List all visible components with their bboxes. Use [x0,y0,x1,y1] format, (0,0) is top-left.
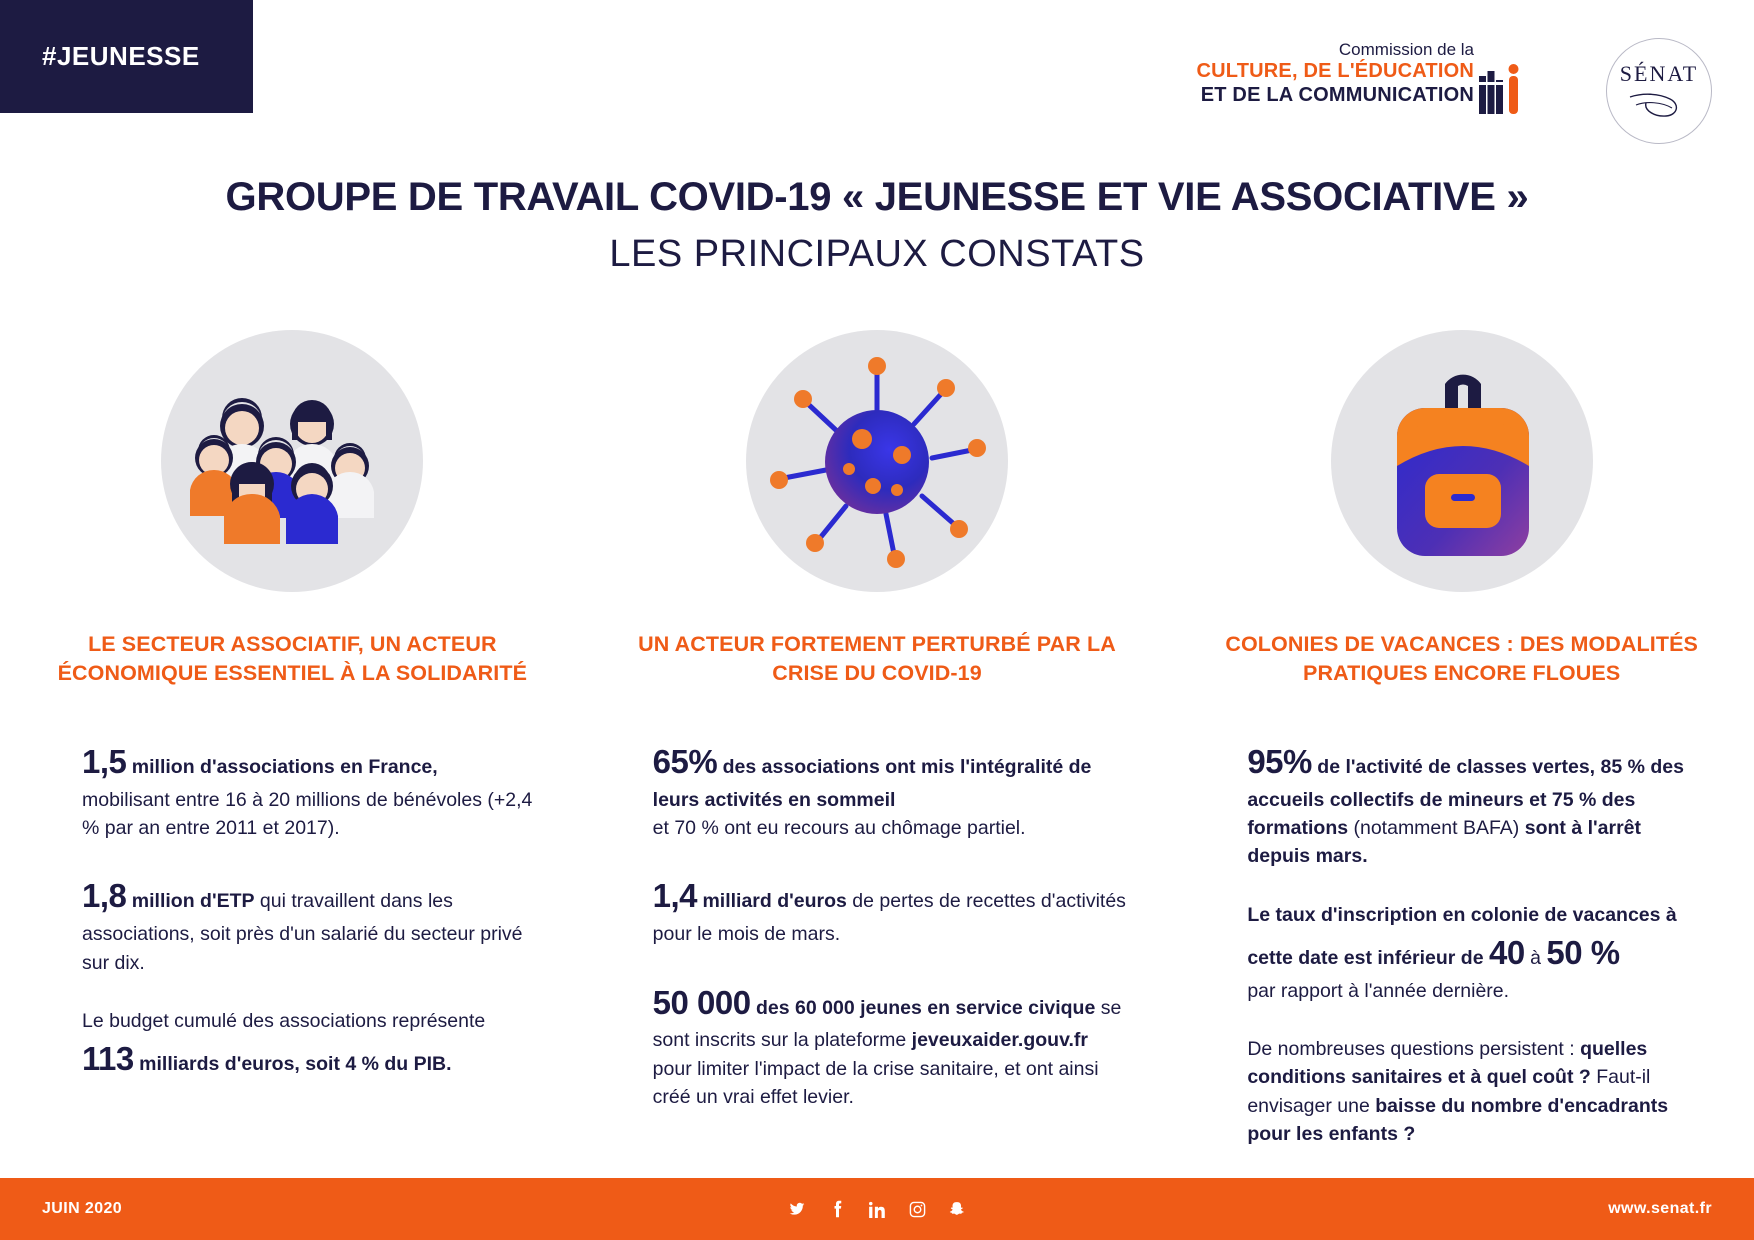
icon-area-3 [1169,330,1754,592]
people-group-icon [172,366,412,556]
twitter-icon[interactable] [788,1200,806,1218]
commission-line-1: Commission de la [1338,40,1474,59]
fact-2-3-number: 50 000 [652,983,751,1021]
fact-3-2 [1247,901,1702,1005]
facebook-icon[interactable] [828,1200,846,1218]
fact-1-2 [82,872,545,976]
fact-2-3-tail: pour limiter l'impact de la crise sanitaire, et ont ainsi créé un vrai effet levier. [652,1057,1099,1108]
fact-2-2-number: 1,4 [652,877,698,915]
snapchat-icon[interactable] [948,1200,966,1218]
column-secteur-associatif [0,330,585,1160]
commission-line-3: ET DE LA COMMUNICATION [1200,83,1474,106]
footer-date: JUIN 2020 [42,1200,123,1217]
column-colonies-vacances [1169,330,1754,1160]
fact-3-1-tail-bold: sont à l'arrêt depuis mars. [1247,817,1641,868]
fact-2-3-link[interactable]: jeveuxaider.gouv.fr [911,1029,1088,1052]
fact-1-2-rest: qui travaillent dans les associations, soit près d'un salarié du secteur privé sur dix. [82,890,523,974]
footer-bar [0,1178,1754,1240]
fact-1-2-number: 1,8 [82,877,127,915]
fact-1-3-lead: Le budget cumulé des associations représente [82,1009,486,1032]
senat-logo-label: SÉNAT [1619,61,1699,86]
page-subtitle: LES PRINCIPAUX CONSTATS [609,233,1145,275]
fact-2-3 [653,979,1130,1112]
instagram-icon[interactable] [908,1200,926,1218]
fact-1-1 [82,738,545,842]
virus-icon [754,338,1000,584]
fact-3-2-lead-bold: Le taux d'inscription en colonie de vacances à cette date est inférieur de [1247,903,1677,969]
senat-swirl-icon [1628,91,1690,121]
commission-title [1197,40,1475,107]
fact-3-3-tail-bold: baisse du nombre d'encadrants pour les enfants ? [1247,1094,1669,1145]
fact-3-3-bold: quelles conditions sanitaires et à quel coût ? [1247,1038,1648,1089]
fact-2-2 [653,872,1130,948]
linkedin-icon[interactable] [868,1200,886,1218]
fact-3-3 [1247,1035,1702,1148]
fact-1-3-number: 113 [82,1040,134,1078]
fact-2-1-number: 65% [652,743,718,781]
fact-1-3-bold: milliards d'euros, soit 4 % du PIB. [133,1053,452,1076]
footer-website[interactable]: www.senat.fr [1608,1200,1712,1217]
commission-line-2: CULTURE, DE L'ÉDUCATION [1196,60,1474,83]
fact-3-1 [1247,738,1702,871]
fact-1-2-bold: million d'ETP [126,890,255,913]
column-1-heading: LE SECTEUR ASSOCIATIF, UN ACTEUR ÉCONOMIQUE ESSENTIEL À LA SOLIDARITÉ [57,632,528,686]
hashtag-label: #JEUNESSE [42,41,200,71]
content-columns [0,330,1754,1160]
page-title: GROUPE DE TRAVAIL COVID-19 « JEUNESSE ET VIE ASSOCIATIVE » [225,175,1529,219]
hashtag-banner [0,0,253,113]
fact-1-1-number: 1,5 [82,743,127,781]
column-2-heading: UN ACTEUR FORTEMENT PERTURBÉ PAR LA CRISE DU COVID-19 [638,632,1116,686]
fact-2-2-rest: de pertes de recettes d'activités pour le mois de mars. [652,890,1126,946]
senat-logo [1606,38,1712,144]
fact-1-1-rest: mobilisant entre 16 à 20 millions de bénévoles (+2,4 % par an entre 2011 et 2017). [82,788,533,840]
grey-circle-2 [746,330,1008,592]
fact-3-2-mid: à [1524,946,1547,969]
books-icon [1478,62,1522,114]
fact-3-1-number: 95% [1247,743,1312,781]
grey-circle-1 [161,330,423,592]
column-1-body [0,738,585,1083]
fact-3-2-number-2: 50 % [1546,933,1620,971]
fact-2-3-bold: des 60 000 jeunes en service civique [750,996,1096,1019]
column-2-body [585,738,1170,1111]
fact-3-1-bold: de l'activité de classes vertes, 85 % des accueils collectifs de mineurs et 75 % des formations [1247,756,1684,840]
fact-3-1-rest: (notamment BAFA) [1348,817,1525,840]
icon-area-1 [0,330,585,592]
fact-3-3-rest: Faut-il envisager une [1247,1066,1651,1117]
fact-2-3-rest: se sont inscrits sur la plateforme [652,996,1122,1052]
icon-area-2 [585,330,1170,592]
fact-2-1-rest: et 70 % ont eu recours au chômage partiel. [652,817,1026,840]
column-3-heading: COLONIES DE VACANCES : DES MODALITÉS PRATIQUES ENCORE FLOUES [1225,632,1698,686]
fact-2-1-bold: des associations ont mis l'intégralité de leurs activités en sommeil [652,756,1092,811]
fact-3-2-number: 40 [1488,933,1525,971]
fact-2-2-bold: milliard d'euros [697,890,847,913]
backpack-icon [1347,346,1577,576]
fact-2-1 [653,738,1130,842]
social-links [788,1200,966,1218]
fact-1-1-bold: million d'associations en France, [126,756,438,779]
fact-3-3-lead: De nombreuses questions persistent : [1247,1038,1581,1061]
fact-1-3 [82,1007,545,1083]
column-crise-covid [585,330,1170,1160]
grey-circle-3 [1331,330,1593,592]
column-3-body [1169,738,1754,1148]
fact-3-2-rest: par rapport à l'année dernière. [1247,979,1510,1002]
